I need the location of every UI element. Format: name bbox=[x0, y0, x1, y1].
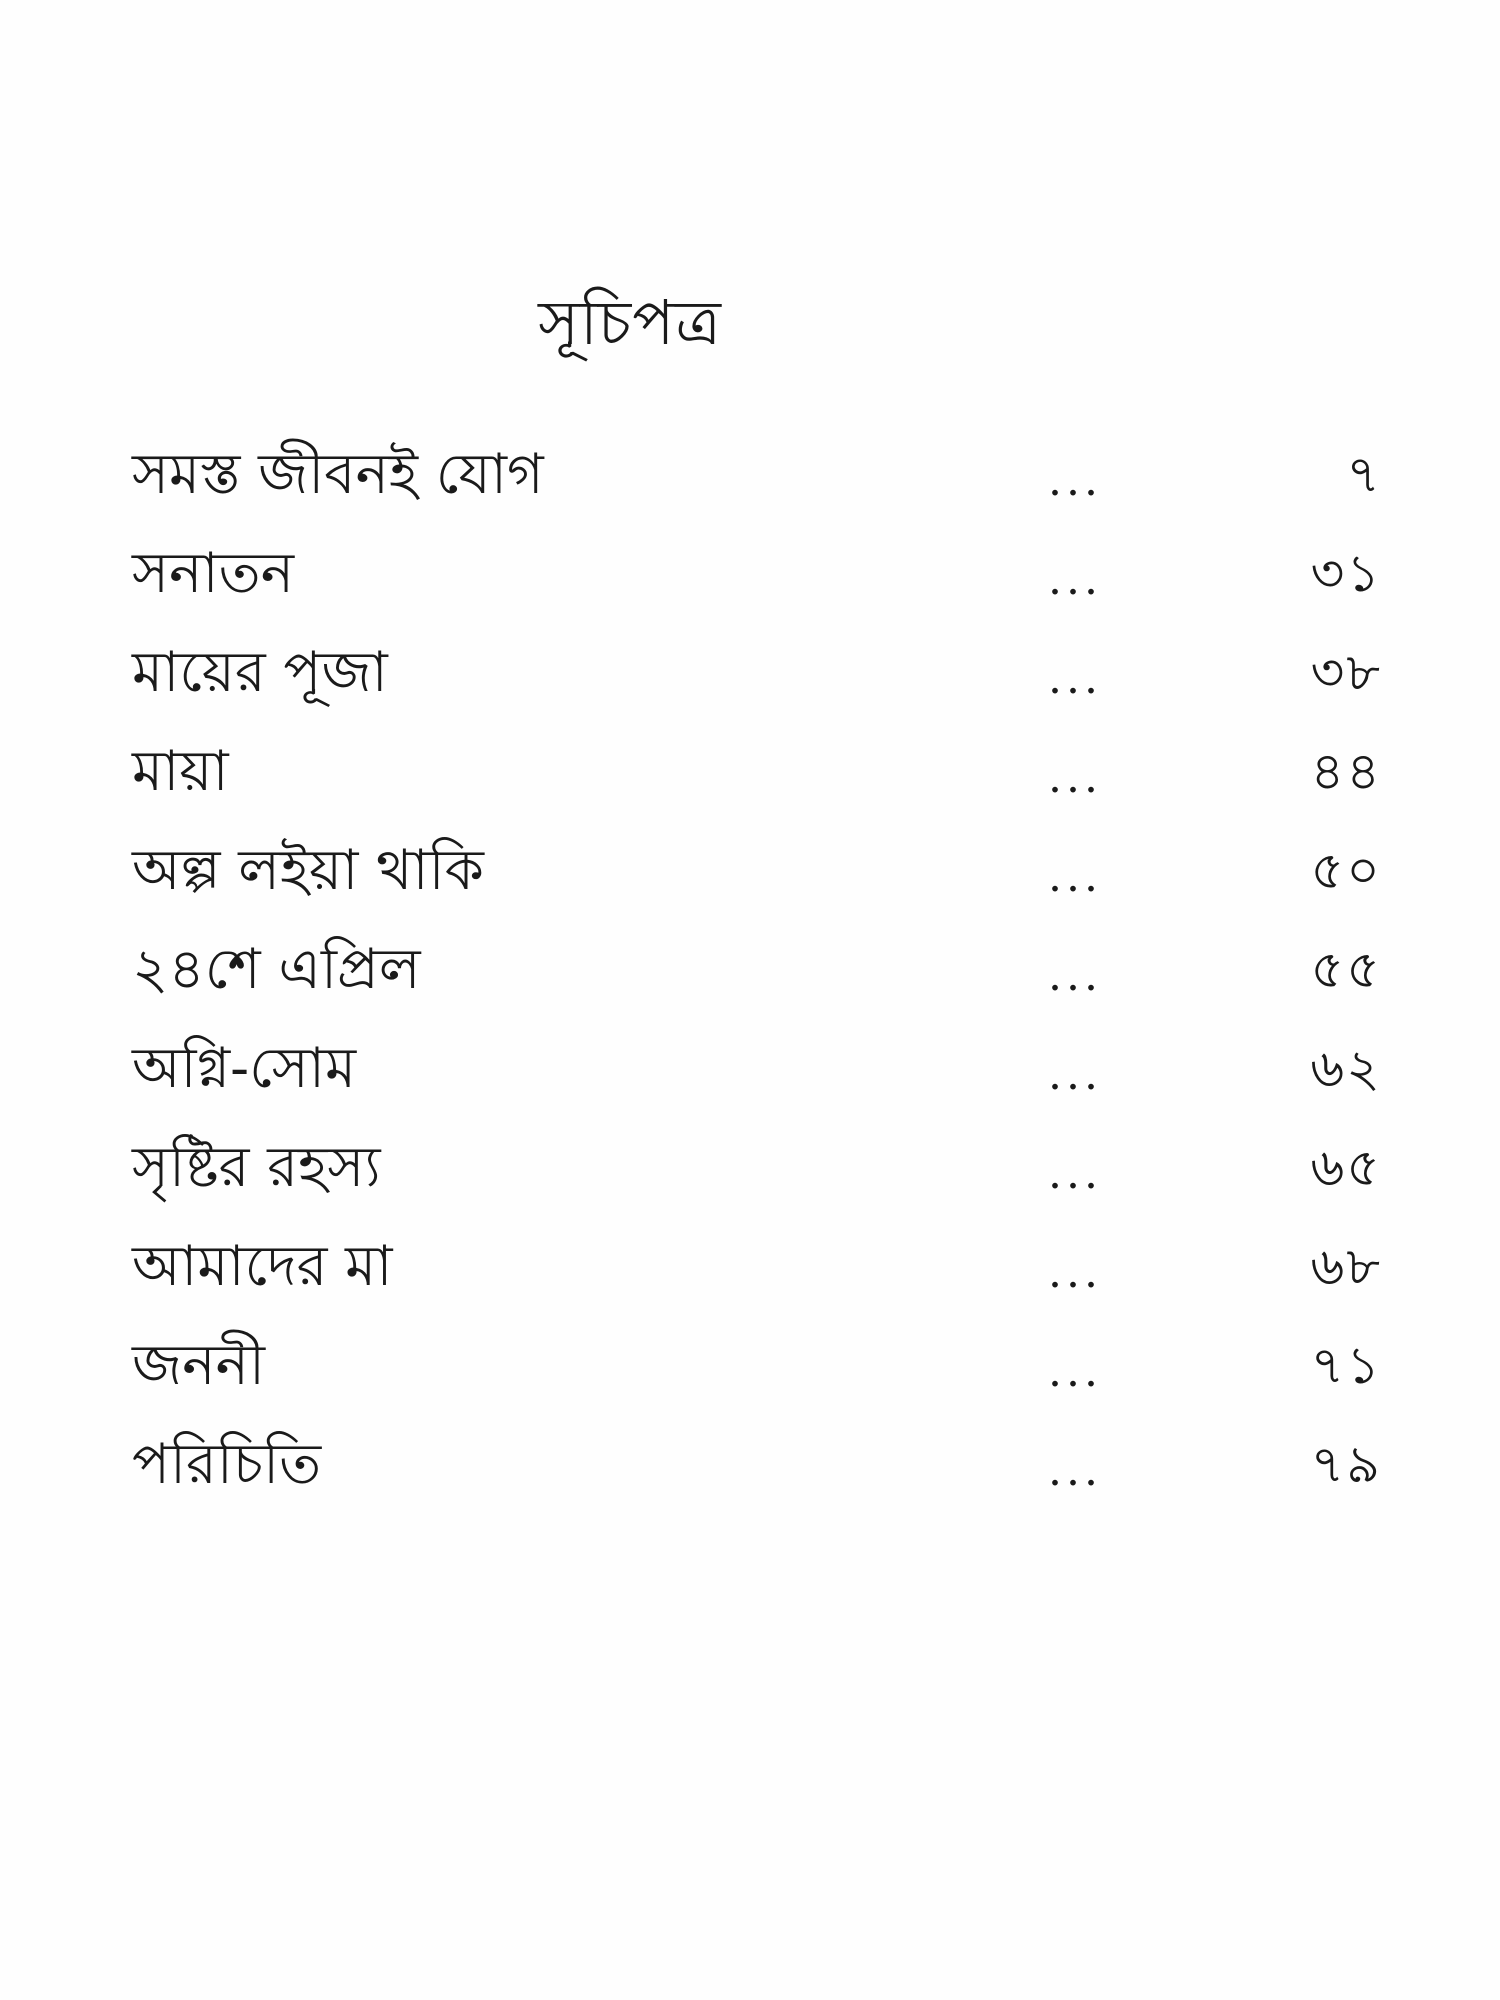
page-number: ৩১ bbox=[1310, 544, 1382, 604]
entry-title: সৃষ্টির রহস্য bbox=[132, 1135, 381, 1200]
toc-entry bbox=[132, 1024, 1382, 1123]
page-number: ৭১ bbox=[1310, 1336, 1382, 1396]
toc-entry bbox=[132, 1420, 1382, 1519]
page-number: ৭৯ bbox=[1310, 1435, 1382, 1495]
page-number: ৭ bbox=[1346, 445, 1382, 505]
page-number: ৬২ bbox=[1310, 1039, 1382, 1099]
dot-leader: ... bbox=[1048, 1049, 1102, 1100]
dot-leader: ... bbox=[1048, 851, 1102, 902]
toc-entry bbox=[132, 727, 1382, 826]
page-number: ৩৮ bbox=[1310, 643, 1382, 703]
dot-leader: ... bbox=[1048, 950, 1102, 1001]
dot-leader: ... bbox=[1048, 1148, 1102, 1199]
page-title: সূচিপত্র bbox=[538, 286, 722, 359]
toc-entry bbox=[132, 529, 1382, 628]
toc-entry bbox=[132, 628, 1382, 727]
toc-entry bbox=[132, 1321, 1382, 1420]
entry-title: আমাদের মা bbox=[132, 1234, 393, 1299]
toc-entry bbox=[132, 1222, 1382, 1321]
entry-title: অগ্নি-সোম bbox=[132, 1036, 357, 1101]
dot-leader: ... bbox=[1048, 1247, 1102, 1298]
toc-entry bbox=[132, 925, 1382, 1024]
entry-title: জননী bbox=[132, 1333, 265, 1398]
toc-entry bbox=[132, 430, 1382, 529]
entry-title: সনাতন bbox=[132, 541, 295, 606]
entry-title: পরিচিতি bbox=[132, 1432, 322, 1497]
table-of-contents bbox=[132, 430, 1382, 1519]
dot-leader: ... bbox=[1048, 455, 1102, 506]
page-number: ৫০ bbox=[1310, 841, 1382, 901]
page-number: ৬৮ bbox=[1310, 1237, 1382, 1297]
toc-entry bbox=[132, 826, 1382, 925]
toc-entry bbox=[132, 1123, 1382, 1222]
dot-leader: ... bbox=[1048, 1346, 1102, 1397]
dot-leader: ... bbox=[1048, 1445, 1102, 1496]
entry-title: মায়ের পূজা bbox=[132, 640, 388, 705]
entry-title: অল্প লইয়া থাকি bbox=[132, 838, 484, 903]
entry-title: মায়া bbox=[132, 739, 229, 804]
entry-title: ২৪শে এপ্রিল bbox=[132, 937, 421, 1002]
entry-title: সমস্ত জীবনই যোগ bbox=[132, 442, 544, 507]
dot-leader: ... bbox=[1048, 554, 1102, 605]
dot-leader: ... bbox=[1048, 752, 1102, 803]
page-number: ৪৪ bbox=[1310, 742, 1382, 802]
page-number: ৫৫ bbox=[1310, 940, 1382, 1000]
dot-leader: ... bbox=[1048, 653, 1102, 704]
page-number: ৬৫ bbox=[1310, 1138, 1382, 1198]
